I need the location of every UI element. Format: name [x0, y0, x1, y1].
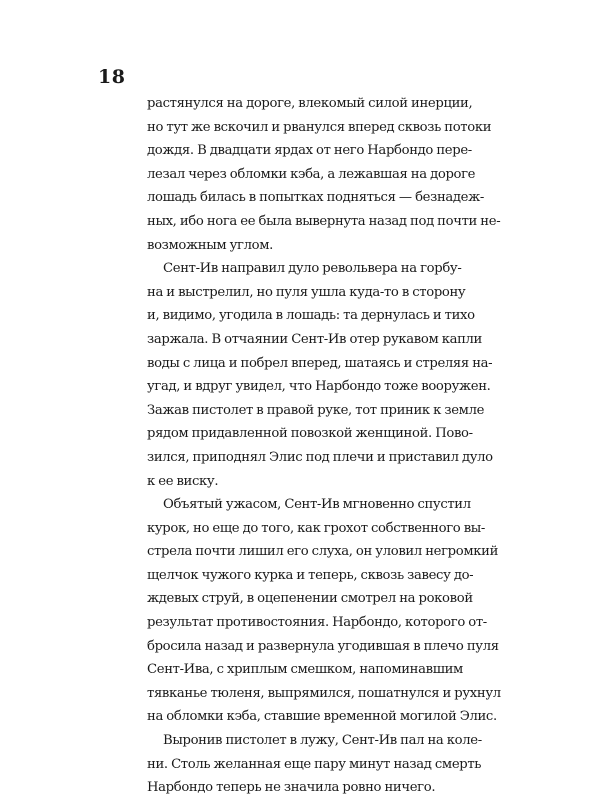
text-line: дождя. В двадцати ярдах от него Нарбондо пере- [147, 143, 472, 159]
text-line: рядом придавленной повозкой женщиной. Пово- [147, 426, 473, 442]
text-line: Нарбондо теперь не значила ровно ничего. [147, 780, 436, 796]
text-line: и, видимо, угодила в лошадь: та дернулась и тихо [147, 308, 475, 324]
text-line: угад, и вдруг увидел, что Нарбондо тоже вооружен. [147, 379, 491, 395]
text-line: тявканье тюленя, выпрямился, пошатнулся и рухнул [147, 685, 501, 701]
body-text [147, 92, 501, 800]
text-line: на и выстрелил, но пуля ушла куда-то в сторону [147, 284, 466, 300]
text-line: ных, ибо нога ее была вывернута назад под почти не- [147, 213, 501, 229]
text-line: Выронив пистолет в лужу, Сент-Ив пал на коле- [163, 733, 482, 749]
text-line: стрела почти лишил его слуха, он уловил негромкий [147, 544, 499, 560]
text-line: воды с лица и побрел вперед, шатаясь и стреляя на- [147, 355, 493, 371]
text-line: Зажав пистолет в правой руке, тот приник к земле [147, 402, 485, 418]
text-line: ни. Столь желанная еще пару минут назад смерть [147, 756, 482, 772]
page-number: 18 [98, 66, 126, 88]
text-line: результат противостояния. Нарбондо, которого от- [147, 615, 487, 631]
text-line: ждевых струй, в оцепенении смотрел на роковой [147, 591, 473, 607]
text-line: растянулся на дороге, влекомый силой инерции, [147, 96, 473, 111]
text-line: Сент-Ив направил дуло револьвера на горбу- [163, 261, 462, 277]
text-line: на обломки кэба, ставшие временной могилой Элис. [147, 709, 497, 725]
text-line: курок, но еще до того, как грохот собственного вы- [147, 520, 486, 536]
text-line: Объятый ужасом, Сент-Ив мгновенно спустил [163, 497, 471, 513]
text-line: щелчок чужого курка и теперь, сквозь завесу до- [147, 567, 474, 583]
text-line: но тут же вскочил и рванулся вперед сквозь потоки [147, 119, 492, 135]
text-line: Сент-Ива, с хриплым смешком, напоминавшим [147, 662, 463, 678]
text-line: зился, приподнял Элис под плечи и приставил дуло [147, 449, 493, 465]
text-line: бросила назад и развернула угодившая в плечо пуля [147, 638, 499, 654]
text-line: к ее виску. [147, 473, 219, 489]
text-line: лошадь билась в попытках подняться — безнадеж- [147, 190, 485, 206]
text-line: возможным углом. [147, 237, 273, 253]
text-line: заржала. В отчаянии Сент-Ив отер рукавом капли [147, 331, 482, 347]
text-line: лезал через обломки кэба, а лежавшая на дороге [147, 166, 476, 182]
